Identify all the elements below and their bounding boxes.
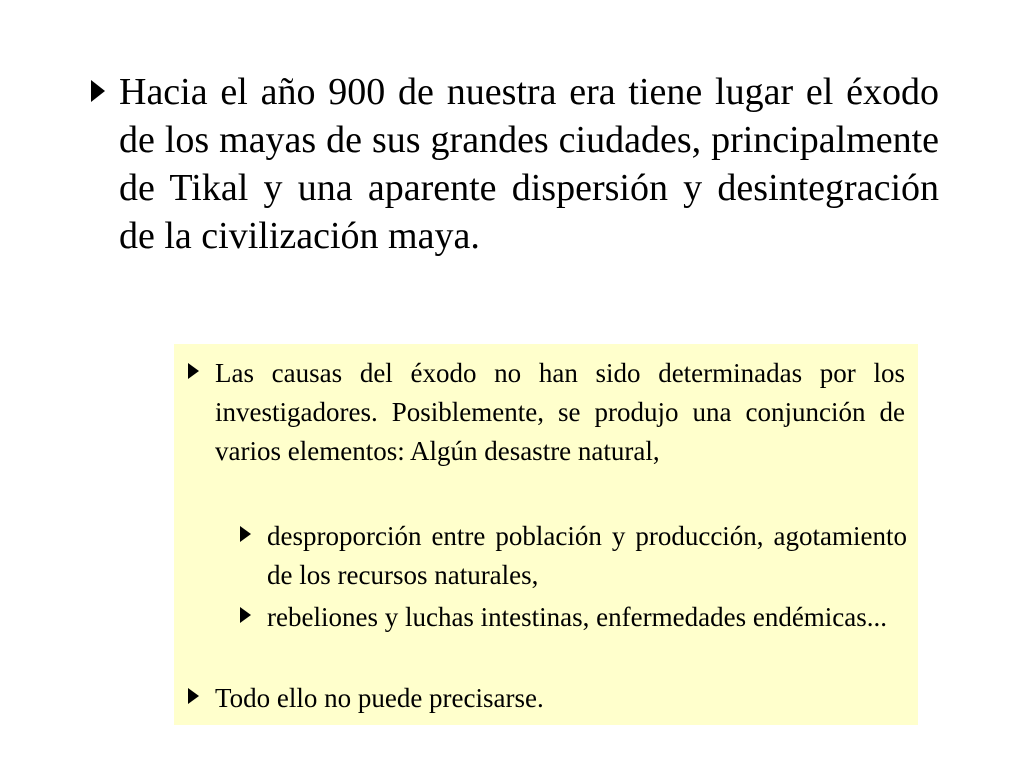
list-item-conclusion — [188, 679, 905, 718]
highlight-box — [174, 344, 918, 725]
list-item-text: rebeliones y luchas intestinas, enfermedades endémicas... — [267, 602, 888, 632]
triangle-right-icon — [240, 526, 251, 542]
list-item-text: desproporción entre población y producción, agotamiento de los recursos naturales, — [267, 521, 907, 590]
list-item-rebellions — [240, 598, 907, 637]
main-bullet-row — [91, 68, 941, 260]
triangle-right-icon — [188, 363, 199, 379]
main-bullet — [91, 68, 941, 260]
triangle-right-icon — [91, 80, 105, 102]
triangle-right-icon — [188, 688, 199, 704]
list-item-text: Todo ello no puede precisarse. — [215, 683, 544, 713]
triangle-right-icon — [240, 607, 251, 623]
list-item-disproportion — [240, 517, 907, 595]
list-item-causes — [188, 354, 905, 471]
list-item-text: Las causas del éxodo no han sido determinadas por los investigadores. Posiblemente, se produjo una conjunción de varios elementos: Algún desastre natural, — [215, 358, 905, 466]
main-bullet-text: Hacia el año 900 de nuestra era tiene lugar el éxodo de los mayas de sus grandes ciudades, principalmente de Tikal y una aparente dispersión y desintegración de la civilización maya. — [119, 71, 939, 257]
